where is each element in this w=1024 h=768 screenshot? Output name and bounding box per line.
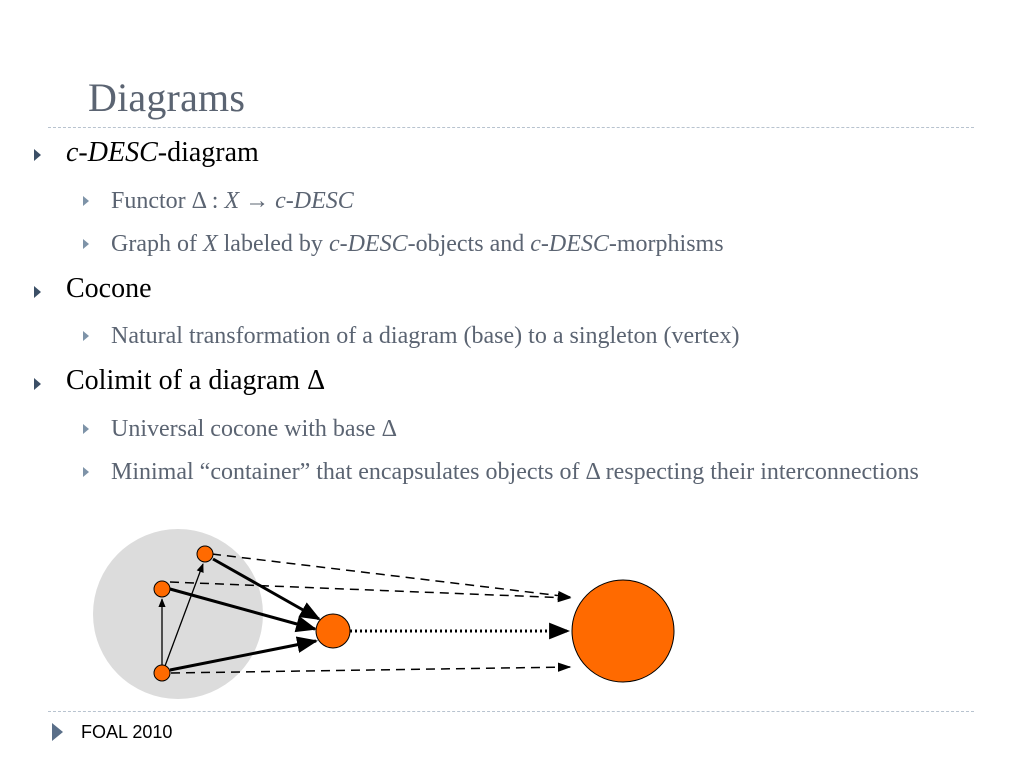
sub-bullet-universal-cocone: Universal cocone with base Δ (111, 416, 398, 442)
slide-title: Diagrams (88, 75, 246, 120)
sub-bullet-graph: Graph of X labeled by c-DESC-objects and c-DESC-morphisms (111, 231, 724, 257)
bullet-suffix: -diagram (157, 137, 259, 168)
diagram-node (197, 546, 213, 562)
sub-bullet-functor: Functor Δ : X → c-DESC (111, 188, 354, 214)
cocone-vertex-node (572, 580, 674, 682)
footer-divider (48, 711, 974, 712)
diagram-node (154, 581, 170, 597)
diagram-node (154, 665, 170, 681)
diagram-middle-node (316, 614, 350, 648)
sub-bullet-minimal-container: Minimal “container” that encapsulates objects of Δ respecting their interconnections (111, 459, 919, 485)
bullet-cocone: Cocone (66, 273, 152, 304)
footer-label: FOAL 2010 (81, 722, 173, 742)
bullet-colimit: Colimit of a diagram Δ (66, 365, 326, 396)
term-c-desc: c-DESC (66, 137, 158, 168)
footer-arrow-icon (52, 723, 63, 741)
sub-bullet-natural-transformation: Natural transformation of a diagram (base) to a singleton (vertex) (111, 323, 740, 349)
